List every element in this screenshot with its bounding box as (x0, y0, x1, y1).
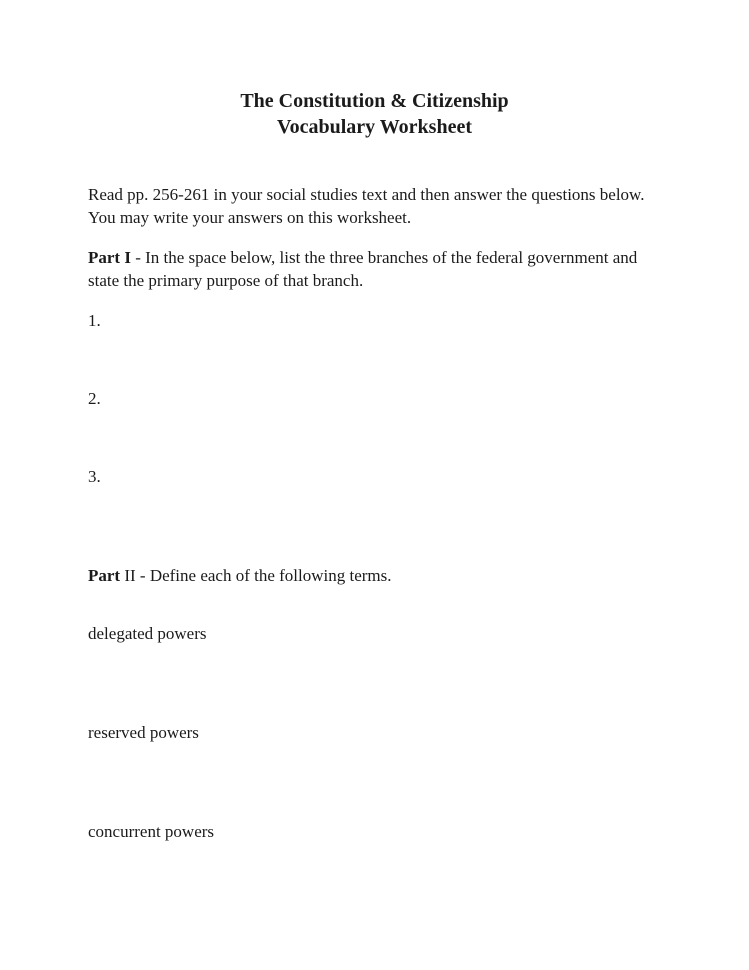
part1-label: Part I (88, 248, 131, 267)
part1-instructions (88, 246, 700, 292)
part1-item-2: 2. (88, 389, 101, 408)
part1-item-3: 3. (88, 467, 101, 486)
vocab-term-concurrent-powers: concurrent powers (88, 822, 215, 841)
vocab-term-delegated-powers: delegated powers (88, 624, 207, 643)
part1-instructions-line-2: state the primary purpose of that branch. (88, 271, 364, 290)
intro-line-2: You may write your answers on this worksheet. (88, 208, 412, 227)
vocab-term-reserved-powers: reserved powers (88, 723, 199, 742)
intro-paragraph (88, 183, 700, 229)
part1-item-1: 1. (88, 311, 101, 330)
part2-instructions-line-1 (88, 564, 700, 587)
intro-line-1: Read pp. 256-261 in your social studies text and then answer the questions below. (88, 185, 645, 204)
page-title-line-1: The Constitution & Citizenship (240, 90, 509, 112)
part1-text-line-1: - In the space below, list the three branches of the federal government and (130, 248, 638, 267)
part2-instructions (88, 564, 700, 587)
part2-text: II - Define each of the following terms. (120, 566, 392, 585)
part2-label: Part (88, 566, 121, 585)
part1-instructions-line-1 (88, 246, 700, 269)
page-title (0, 88, 749, 140)
page-title-line-2: Vocabulary Worksheet (276, 116, 473, 138)
